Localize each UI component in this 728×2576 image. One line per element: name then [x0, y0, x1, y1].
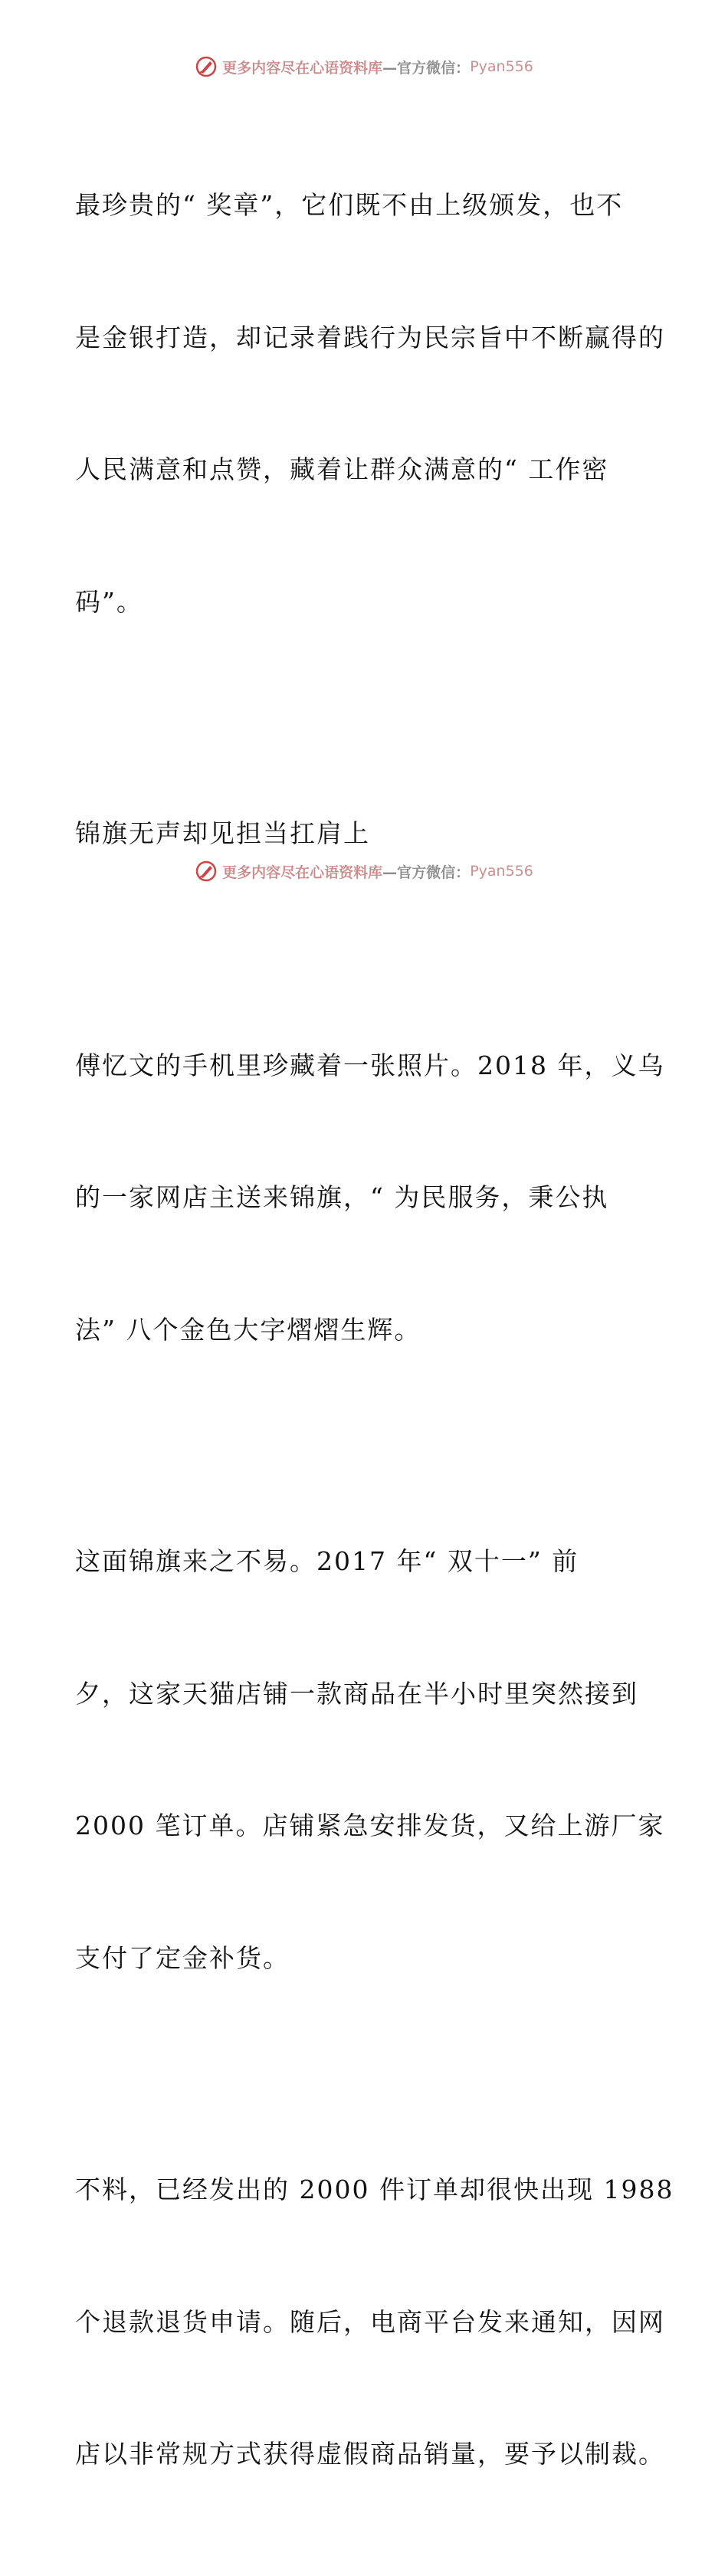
text-line: 店以非常规方式获得虚假商品销量，要予以制裁。: [75, 2439, 665, 2469]
text-line: 人民满意和点赞，藏着让群众满意的“ 工作密: [75, 454, 609, 484]
watermark-suffix: —官方微信：: [382, 59, 471, 77]
paragraph: [75, 955, 665, 1440]
text-line: 这面锦旗来之不易。2017 年“ 双十一” 前: [75, 1546, 579, 1576]
watermark-suffix: —官方微信：: [382, 864, 471, 881]
text-line: 最珍贵的“ 奖章”，它们既不由上级颁发，也不: [75, 190, 624, 220]
text-line: 不料，已经发出的 2000 件订单却很快出现 1988: [75, 2175, 674, 2204]
section-heading: [75, 723, 657, 944]
text-line: 的一家网店主送来锦旗，“ 为民服务，秉公执: [75, 1182, 609, 1212]
text-line: 个退款退货申请。随后，电商平台发来通知，因网: [75, 2306, 665, 2337]
footer-watermark: [0, 860, 728, 883]
paragraph: [75, 2079, 674, 2565]
text-line: 夕，这家天猫店铺一款商品在半小时里突然接到: [75, 1678, 638, 1709]
text-line: 支付了定金补货。: [75, 1942, 290, 1973]
text-line: 傅忆文的手机里珍藏着一张照片。2018 年，义乌: [75, 1050, 665, 1080]
quill-seal-icon: [195, 860, 218, 883]
watermark-prefix: 更多内容尽在心语资料库: [222, 59, 383, 77]
document-body: [75, 95, 674, 2576]
watermark-account: Pyan556: [470, 863, 533, 880]
watermark-account: Pyan556: [470, 58, 533, 75]
header-watermark: [0, 55, 728, 78]
paragraph: [75, 1451, 665, 2068]
watermark-prefix: 更多内容尽在心语资料库: [222, 864, 383, 881]
text-line: 法” 八个金色大字熠熠生辉。: [75, 1314, 421, 1345]
text-line: 码”。: [75, 586, 143, 617]
text-line: 锦旗无声却见担当扛肩上: [75, 818, 370, 848]
text-line: 2000 笔订单。店铺紧急安排发货，又给上游厂家: [75, 1811, 665, 1840]
text-line: 是金银打造，却记录着践行为民宗旨中不断赢得的: [75, 322, 665, 352]
quill-seal-icon: [195, 55, 218, 78]
paragraph: [75, 95, 665, 712]
